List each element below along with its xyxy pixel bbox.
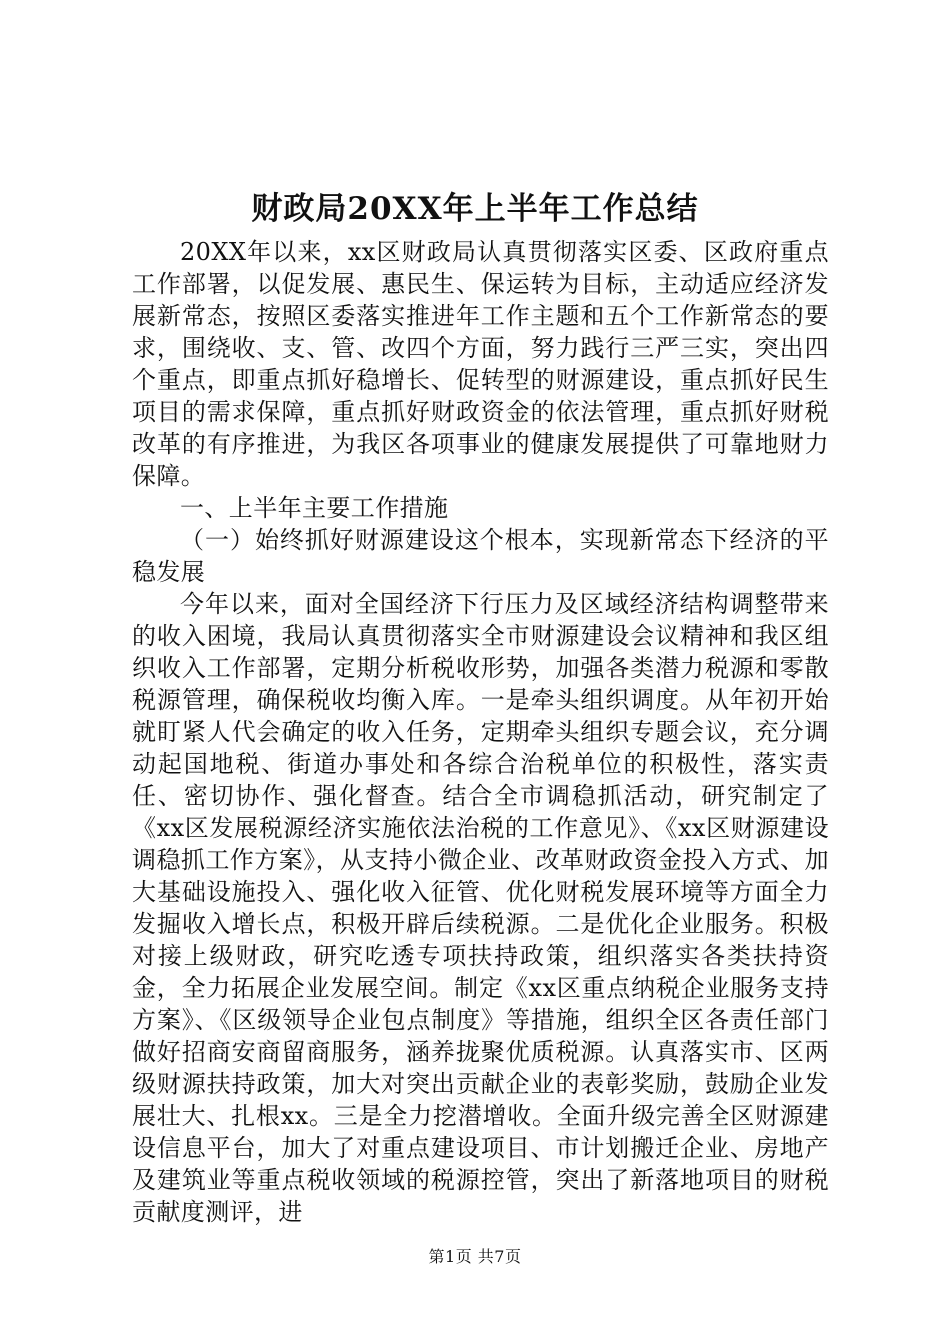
document-body — [132, 236, 829, 1228]
page-footer: 第1页 共7页 — [428, 1247, 522, 1266]
document-title: 财政局20XX年上半年工作总结 — [251, 191, 699, 227]
section-heading: 一、上半年主要工作措施 — [180, 494, 449, 522]
subsection-heading: （一）始终抓好财源建设这个根本，实现新常态下经济的平稳发展 — [132, 526, 829, 586]
body-paragraph: 今年以来，面对全国经济下行压力及区域经济结构调整带来的收入困境，我局认真贯彻落实全市财源建设会议精神和我区组织收入工作部署，定期分析税收形势，加强各类潜力税源和零散税源管理，确保税收均衡入库。一是牵头组织调度。从年初开始就盯紧人代会确定的收入任务，定期牵头组织专题会议，充分调动起国地税、街道办事处和各综合治税单位的积极性，落实责任、密切协作、强化督查。结合全市调稳抓活动，研究制定了《xx区发展税源经济实施依法治税的工作意见》、《xx区财源建设调稳抓工作方案》，从支持小微企业、改革财政资金投入方式、加大基础设施投入、强化收入征管、优化财税发展环境等方面全力发掘收入增长点，积极开辟后续税源。二是优化企业服务。积极对接上级财政，研究吃透专项扶持政策，组织落实各类扶持资金，全力拓展企业发展空间。制定《xx区重点纳税企业服务支持方案》、《区级领导企业包点制度》等措施，组织全区各责任部门做好招商安商留商服务，涵养拢聚优质税源。认真落实市、区两级财源扶持政策，加大对突出贡献企业的表彰奖励，鼓励企业发展壮大、扎根xx。三是全力挖潜增收。全面升级完善全区财源建设信息平台，加大了对重点建设项目、市计划搬迁企业、房地产及建筑业等重点税收领域的税源控管，突出了新落地项目的财税贡献度测评，进 — [132, 590, 829, 1226]
intro-paragraph: 20XX年以来，xx区财政局认真贯彻落实区委、区政府重点工作部署，以促发展、惠民生、保运转为目标，主动适应经济发展新常态，按照区委落实推进年工作主题和五个工作新常态的要求，围绕收、支、管、改四个方面，努力践行三严三实，突出四个重点，即重点抓好稳增长、促转型的财源建设，重点抓好民生项目的需求保障，重点抓好财政资金的依法管理，重点抓好财税改革的有序推进，为我区各项事业的健康发展提供了可靠地财力保障。 — [132, 238, 829, 490]
